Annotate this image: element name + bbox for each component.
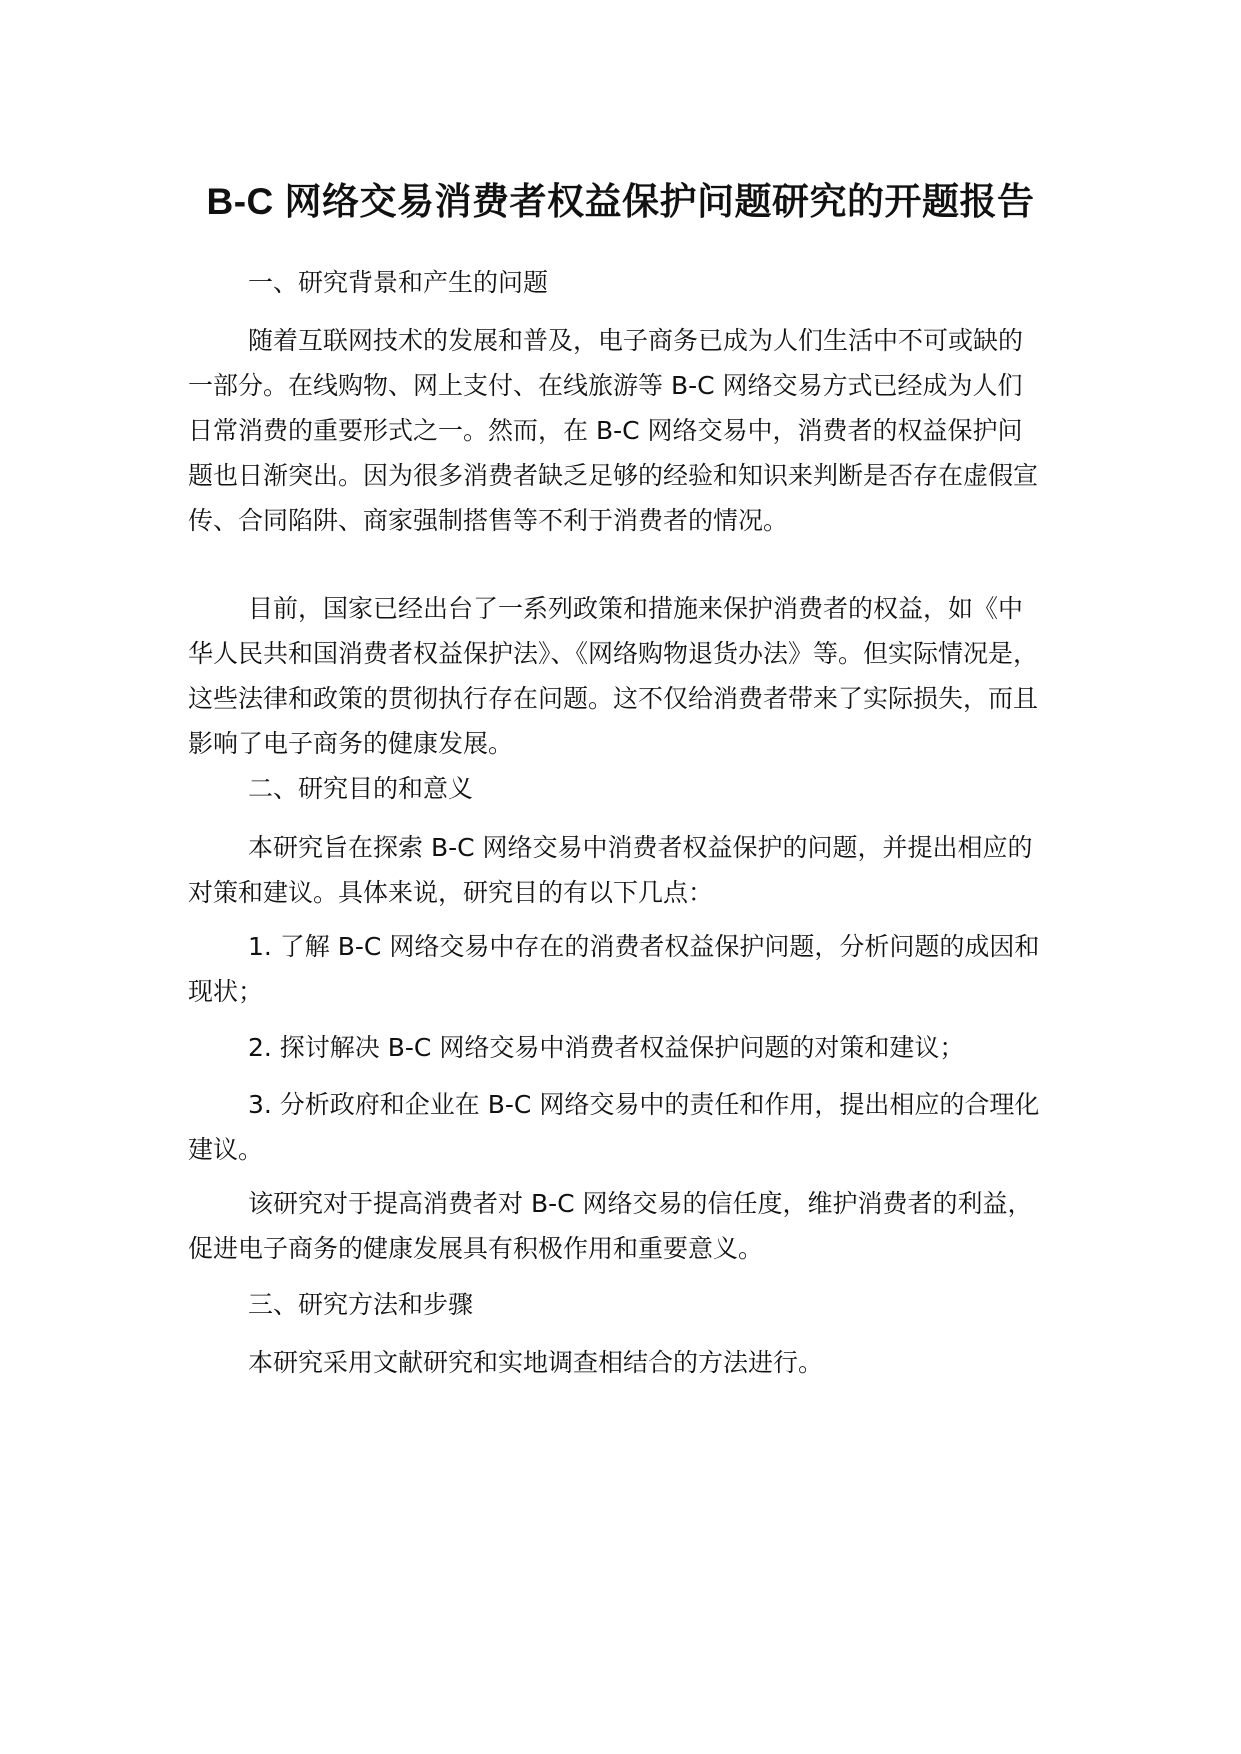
paragraph-methods: 本研究采用文献研究和实地调查相结合的方法进行。: [248, 1348, 824, 1377]
list-item-3: 3. 分析政府和企业在 B-C 网络交易中的责任和作用，提出相应的合理化建议。: [188, 1090, 1040, 1164]
document-title: B-C 网络交易消费者权益保护问题研究的开题报告: [206, 181, 1035, 222]
section-heading-purpose: 二、研究目的和意义: [248, 774, 474, 803]
section-heading-methods: 三、研究方法和步骤: [248, 1290, 474, 1319]
paragraph-purpose: 本研究旨在探索 B-C 网络交易中消费者权益保护的问题，并提出相应的对策和建议。具体来说，研究目的有以下几点：: [188, 833, 1033, 907]
list-item-1: 1. 了解 B-C 网络交易中存在的消费者权益保护问题，分析问题的成因和现状；: [188, 932, 1040, 1006]
list-item-2: 2. 探讨解决 B-C 网络交易中消费者权益保护问题的对策和建议；: [248, 1033, 965, 1062]
paragraph-background: 随着互联网技术的发展和普及，电子商务已成为人们生活中不可或缺的一部分。在线购物、网上支付、在线旅游等 B-C 网络交易方式已经成为人们日常消费的重要形式之一。然而，在 B-C 网络交易中，消费者的权益保护问题也日渐突出。因为很多消费者缺乏足够的经验和知识来判断是否存在虚假宣传、合同陷阱、商家强制搭售等不利于消费者的情况。: [188, 326, 1039, 535]
section-heading-background: 一、研究背景和产生的问题: [248, 268, 549, 297]
paragraph-current-situation: 目前，国家已经出台了一系列政策和措施来保护消费者的权益，如《中华人民共和国消费者权益保护法》、《网络购物退货办法》等。但实际情况是，这些法律和政策的贯彻执行存在问题。这不仅给消费者带来了实际损失，而且影响了电子商务的健康发展。: [188, 594, 1039, 758]
paragraph-significance: 该研究对于提高消费者对 B-C 网络交易的信任度，维护消费者的利益，促进电子商务的健康发展具有积极作用和重要意义。: [188, 1189, 1033, 1263]
